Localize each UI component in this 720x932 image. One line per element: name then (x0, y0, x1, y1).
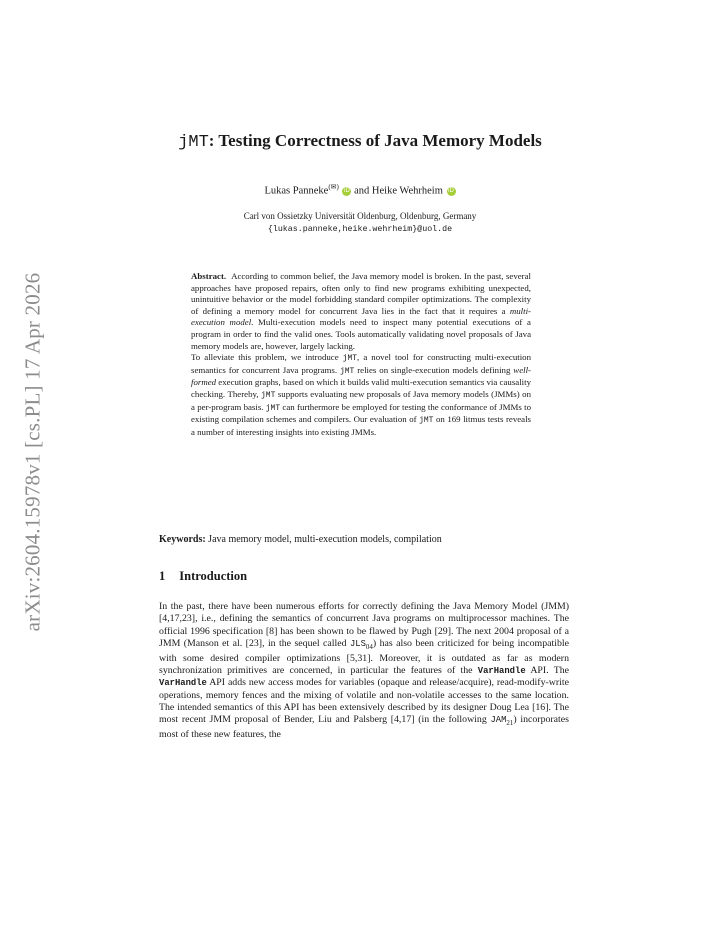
orcid-icon[interactable]: iD (448, 187, 454, 194)
keywords-text: Java memory model, multi-execution models, compilation (205, 534, 442, 545)
keywords (159, 534, 569, 545)
abstract-heading: Abstract. (191, 271, 227, 281)
tool-name: jMT (178, 133, 209, 152)
arxiv-id: arXiv:2604.15978v1 [cs.PL] 17 Apr 2026 (20, 272, 45, 632)
author-name-2: Heike Wehrheim (371, 185, 443, 197)
section-heading (159, 569, 261, 584)
abstract (191, 271, 531, 438)
affiliation: Carl von Ossietzky Universität Oldenburg, Oldenburg, Germany (243, 211, 477, 221)
mail-icon: (✉) (328, 183, 339, 191)
author-emails: {lukas.panneke,heike.wehrheim}@uol.de (267, 225, 453, 234)
intro-paragraph: In the past, there have been numerous efforts for correctly defining the Java Memory Model (JMM) [4,17,23], i.e., defining the semantics of concurrent Java programs on multiprocessor machines. The official 1996 specification [8] has been shown to be flawed by Pugh [29]. The next 2004 proposal of a JMM (Manson et al. [23], in the sequel called $JLS_{04}$) has also been criticized for being incompatible with some desired compiler optimizations [5,31]. Moreover, it is outdated as far as modern synchronization primitives are concerned, in particular the features of the VarHandle API. The VarHandle API adds new access modes for variables (opaque and release/acquire), read-modify-write operations, memory fences and the mixing of volatile and non-volatile accesses to the same location. The intended semantics of this API has been extensively described by its designer Doug Lea [16]. The most recent JMM proposal of Bender, Liu and Palsberg [4,17] (in the following $JAM_{21}$) incorporates most of these new features, the (159, 601, 570, 741)
arxiv-side-label (22, 262, 44, 642)
abstract-paragraph-2: To alleviate this problem, we introduce jMT, a novel tool for constructing multi-execution semantics for concurrent Java programs. jMT relies on single-execution models defining well-formed execution graphs, based on which it builds valid multi-execution semantics via causality checking. Thereby, jMT supports evaluating new proposals of Java memory models (JMMs) on a per-program basis. jMT can furthermore be employed for testing the conformance of JMMs to existing compilation schemes and compilers. Our evaluation of jMT on 169 litmus tests reveals a number of interesting insights into existing JMMs. (191, 352, 531, 437)
author-name-1: Lukas Panneke (264, 185, 329, 197)
keywords-label: Keywords: (159, 534, 206, 545)
section-title: Introduction (179, 569, 248, 583)
author-connector: and (351, 185, 372, 197)
section-number: 1 (159, 569, 166, 583)
title-text: : Testing Correctness of Java Memory Models (208, 131, 542, 150)
abstract-paragraph-1: Abstract. According to common belief, the Java memory model is broken. In the past, several approaches have proposed repairs, often only to find new programs exhibiting unexpected, unintuitive behavior or the model forbidding standard compiler optimizations. The complexity of defining a memory model for concurrent Java lies in the fact that it requires a multi-execution model. Multi-execution models need to inspect many potential executions of a program in order to find the valid ones. Tools automatically validating novel proposals of Java memory models are, however, largely lacking. (191, 271, 532, 351)
author-line (0, 183, 720, 197)
orcid-icon[interactable]: iD (344, 187, 350, 194)
paper-title (0, 131, 720, 152)
